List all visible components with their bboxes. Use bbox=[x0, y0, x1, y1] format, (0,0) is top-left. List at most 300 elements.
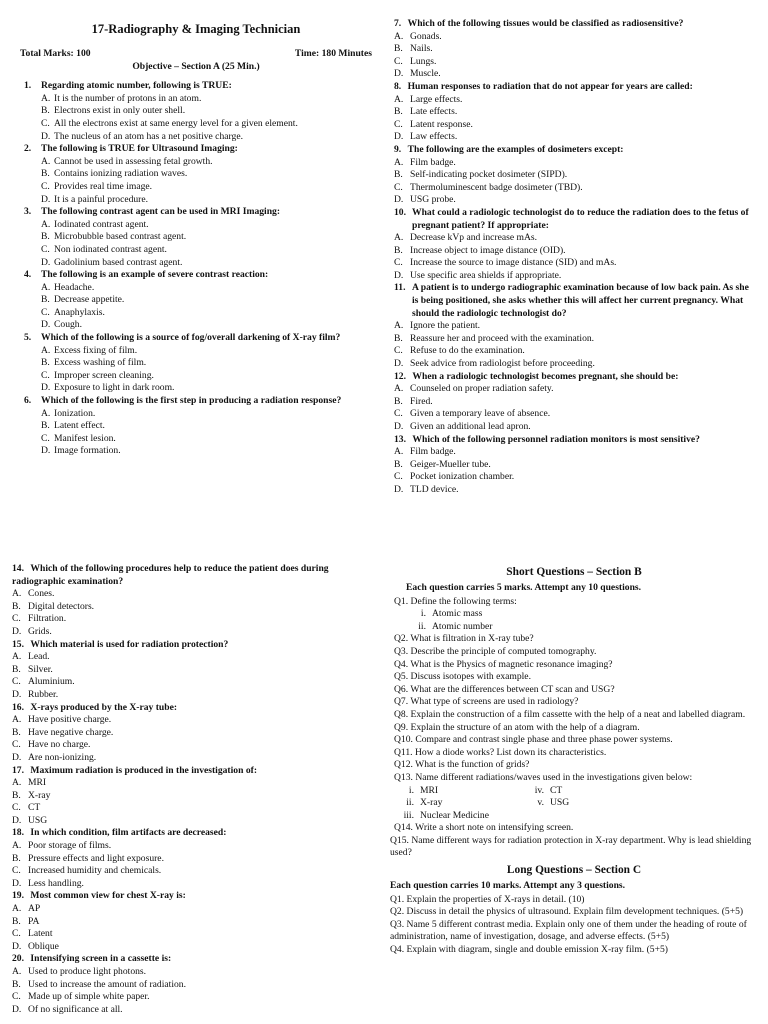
option bbox=[20, 156, 372, 169]
section-a-heading: Objective – Section A (25 Min.) bbox=[132, 60, 260, 72]
option-letter: A. bbox=[41, 92, 51, 104]
option-letter: D. bbox=[41, 256, 51, 268]
question-text: The following are the examples of dosimeters except: bbox=[407, 143, 624, 155]
option-letter: B. bbox=[394, 106, 403, 118]
option-letter: A. bbox=[41, 407, 51, 419]
option-text: Latent response. bbox=[410, 118, 473, 130]
page-title: 17-Radiography & Imaging Technician bbox=[91, 22, 301, 36]
option-letter: D. bbox=[41, 130, 51, 142]
option-letter: D. bbox=[394, 269, 404, 281]
option bbox=[394, 358, 754, 371]
question-text: In which condition, film artifacts are decreased: bbox=[30, 827, 227, 839]
option bbox=[394, 333, 754, 346]
option bbox=[20, 319, 372, 332]
option-letter: D. bbox=[41, 319, 51, 331]
option-text: Made up of simple white paper. bbox=[28, 991, 150, 1003]
option bbox=[20, 105, 372, 118]
option-list bbox=[20, 282, 372, 332]
question-number: 3. bbox=[24, 206, 32, 218]
option-list bbox=[12, 777, 374, 827]
option bbox=[12, 802, 374, 815]
option-text: AP bbox=[28, 903, 41, 915]
mcq-question bbox=[394, 81, 754, 94]
option-text: Image formation. bbox=[54, 445, 121, 457]
option-letter: A. bbox=[12, 588, 22, 600]
option-list bbox=[394, 157, 754, 207]
option-letter: A. bbox=[394, 232, 404, 244]
sub-numeral: iii. bbox=[403, 809, 414, 821]
option-letter: D. bbox=[12, 814, 22, 826]
option-text: Increase object to image distance (OID). bbox=[410, 244, 566, 256]
option-letter: B. bbox=[394, 458, 403, 470]
option-letter: B. bbox=[41, 231, 50, 243]
sub-text: MRI bbox=[420, 784, 439, 796]
option-list bbox=[394, 232, 754, 282]
option-letter: A. bbox=[12, 714, 22, 726]
option-letter: D. bbox=[12, 688, 22, 700]
option-text: Excess washing of film. bbox=[54, 357, 147, 369]
column-2 bbox=[394, 18, 754, 497]
option-text: Film badge. bbox=[410, 446, 456, 458]
option bbox=[20, 194, 372, 207]
option-letter: C. bbox=[394, 181, 403, 193]
column-3 bbox=[12, 563, 374, 1016]
sub-item: i. Atomic mass bbox=[420, 608, 483, 620]
mcq-question bbox=[394, 371, 754, 384]
question-number: 9. bbox=[394, 143, 404, 155]
option-text: Decrease appetite. bbox=[54, 294, 125, 306]
option-text: Excess fixing of film. bbox=[54, 344, 138, 356]
option-letter: D. bbox=[12, 1003, 22, 1015]
option-list bbox=[20, 219, 372, 269]
mcq-question bbox=[12, 765, 374, 778]
mcq-question bbox=[12, 639, 374, 652]
mcq-question bbox=[12, 953, 374, 966]
short-question: Q9. Explain the structure of an atom with the help of a diagram. bbox=[394, 721, 640, 733]
column-1 bbox=[20, 18, 372, 458]
option-letter: C. bbox=[41, 117, 50, 129]
option bbox=[20, 294, 372, 307]
sub-text bbox=[550, 810, 650, 823]
option bbox=[20, 168, 372, 181]
option-text: Ionization. bbox=[54, 407, 96, 419]
option bbox=[394, 131, 754, 144]
option-text: All the electrons exist at same energy level for a given element. bbox=[54, 117, 298, 129]
question-number: 20. bbox=[12, 953, 27, 965]
option bbox=[394, 459, 754, 472]
option-list bbox=[394, 446, 754, 496]
option-text: MRI bbox=[28, 777, 47, 789]
option-text: Aluminium. bbox=[28, 676, 75, 688]
mcq-list-1 bbox=[20, 80, 372, 458]
long-question: Q2. Discuss in detail the physics of ultrasound. Explain film development techniques. (5+5) bbox=[390, 906, 744, 918]
question-text: What could a radiologic technologist do to reduce the radiation does to the fetus of pregnant patient? If appropriate: bbox=[412, 206, 749, 231]
option-letter: C. bbox=[12, 802, 21, 814]
option bbox=[394, 421, 754, 434]
option bbox=[20, 93, 372, 106]
option-text: Microbubble based contrast agent. bbox=[54, 231, 187, 243]
short-question: Q11. How a diode works? List down its characteristics. bbox=[394, 746, 607, 758]
question-number: 16. bbox=[12, 701, 27, 713]
option-text: Gonads. bbox=[410, 30, 442, 42]
question-number: 1. bbox=[24, 80, 32, 92]
option bbox=[20, 282, 372, 295]
total-marks: Total Marks: 100 bbox=[20, 48, 91, 59]
option-text: Late effects. bbox=[410, 106, 458, 118]
question-text: Intensifying screen in a cassette is: bbox=[30, 953, 172, 965]
option-text: Decrease kVp and increase mAs. bbox=[410, 232, 538, 244]
question-text: Which of the following is the first step in producing a radiation response? bbox=[41, 395, 342, 407]
option bbox=[12, 664, 374, 677]
option-text: Ignore the patient. bbox=[410, 320, 481, 332]
mcq-question bbox=[20, 143, 372, 156]
option bbox=[12, 853, 374, 866]
option bbox=[394, 446, 754, 459]
option-text: Geiger-Mueller tube. bbox=[410, 458, 491, 470]
short-question: Q6. What are the differences between CT scan and USG? bbox=[394, 683, 615, 695]
option-list bbox=[12, 840, 374, 890]
option bbox=[394, 383, 754, 396]
option bbox=[12, 790, 374, 803]
option-letter: B. bbox=[12, 978, 21, 990]
option-letter: D. bbox=[41, 445, 51, 457]
option-letter: D. bbox=[12, 940, 22, 952]
option-text: Latent effect. bbox=[54, 420, 105, 432]
option bbox=[12, 601, 374, 614]
option-list bbox=[20, 345, 372, 395]
option-letter: B. bbox=[12, 726, 21, 738]
option bbox=[12, 651, 374, 664]
option-text: X-ray bbox=[28, 789, 51, 801]
option-text: Rubber. bbox=[28, 688, 59, 700]
option-text: Increase the source to image distance (SID) and mAs. bbox=[410, 257, 617, 269]
option bbox=[20, 357, 372, 370]
option-text: Have negative charge. bbox=[28, 726, 114, 738]
question-number: 18. bbox=[12, 827, 27, 839]
exam-time: Time: 180 Minutes bbox=[294, 48, 372, 59]
mcq-question bbox=[394, 434, 754, 447]
question-number: 5. bbox=[24, 332, 32, 344]
option bbox=[394, 31, 754, 44]
question-text: Regarding atomic number, following is TRUE: bbox=[41, 80, 232, 92]
option-text: Gadolinium based contrast agent. bbox=[54, 256, 183, 268]
question-number: 4. bbox=[24, 269, 32, 281]
option bbox=[20, 408, 372, 421]
option-letter: A. bbox=[12, 966, 22, 977]
option bbox=[394, 169, 754, 182]
option-text: Cones. bbox=[28, 588, 55, 600]
mcq-question bbox=[12, 827, 374, 840]
option-text: Film badge. bbox=[410, 156, 456, 168]
option-letter: B. bbox=[12, 915, 21, 927]
option-text: Lungs. bbox=[410, 55, 437, 67]
option bbox=[12, 689, 374, 702]
option bbox=[394, 182, 754, 195]
mcq-list-2 bbox=[394, 18, 754, 497]
option-text: Given an additional lead apron. bbox=[410, 421, 531, 432]
option-letter: B. bbox=[41, 105, 50, 117]
option-list bbox=[12, 966, 374, 1016]
option-letter: A. bbox=[12, 777, 22, 789]
option bbox=[12, 878, 374, 891]
mcq-question bbox=[12, 563, 374, 588]
option bbox=[394, 157, 754, 170]
option-letter: D. bbox=[41, 382, 51, 394]
option bbox=[20, 370, 372, 383]
option-text: Used to produce light photons. bbox=[28, 966, 147, 977]
option-letter: C. bbox=[41, 369, 50, 381]
long-question: Q3. Name 5 different contrast media. Explain only one of them under the heading of route of administration, name of investigation, dosage, and adverse effects. (5+5) bbox=[390, 918, 747, 943]
option-text: Grids. bbox=[28, 625, 52, 637]
option-letter: B. bbox=[12, 663, 21, 675]
question-text: A patient is to undergo radiographic examination because of low back pain. As she is being positioned, she asks whether this will affect her current pregnancy. What should the radiologic technologist do? bbox=[412, 282, 749, 319]
option-list bbox=[394, 383, 754, 433]
option-letter: C. bbox=[41, 432, 50, 444]
option bbox=[20, 219, 372, 232]
short-question: Q8. Explain the construction of a film cassette with the help of a neat and labelled diagram. bbox=[394, 708, 746, 720]
option-text: Filtration. bbox=[28, 613, 67, 625]
short-question: Q1. Define the following terms: bbox=[394, 595, 517, 607]
question-number: 14. bbox=[12, 563, 27, 574]
option bbox=[394, 245, 754, 258]
option-text: CT bbox=[28, 802, 41, 814]
question-text: Which of the following personnel radiation monitors is most sensitive? bbox=[412, 433, 700, 445]
mcq-question bbox=[394, 207, 754, 232]
option-text: Digital detectors. bbox=[28, 600, 95, 612]
sub-text: X-ray bbox=[420, 797, 443, 809]
option-letter: C. bbox=[12, 928, 21, 940]
option-letter: B. bbox=[41, 357, 50, 369]
option-text: It is the number of protons in an atom. bbox=[54, 92, 202, 104]
option bbox=[20, 420, 372, 433]
question-number: 11. bbox=[394, 282, 406, 294]
option bbox=[20, 345, 372, 358]
sub-text: USG bbox=[550, 797, 570, 809]
option-letter: D. bbox=[12, 877, 22, 889]
option-letter: B. bbox=[41, 168, 50, 180]
option bbox=[394, 56, 754, 69]
option bbox=[394, 43, 754, 56]
option bbox=[20, 118, 372, 131]
option-text: Counseled on proper radiation safety. bbox=[410, 383, 554, 395]
option-text: Refuse to do the examination. bbox=[410, 345, 525, 357]
option bbox=[20, 433, 372, 446]
sub-text: CT bbox=[550, 784, 563, 796]
option-text: The nucleus of an atom has a net positive charge. bbox=[54, 130, 243, 142]
option-text: PA bbox=[28, 915, 40, 927]
short-question: Q4. What is the Physics of magnetic resonance imaging? bbox=[394, 658, 613, 670]
option-letter: D. bbox=[12, 751, 22, 763]
option-text: USG probe. bbox=[410, 194, 456, 206]
option-letter: B. bbox=[394, 43, 403, 55]
option bbox=[12, 1004, 374, 1017]
mcq-question bbox=[20, 332, 372, 345]
option-letter: A. bbox=[394, 93, 404, 105]
option-text: Nails. bbox=[410, 43, 433, 55]
option-text: Muscle. bbox=[410, 68, 441, 80]
option bbox=[12, 676, 374, 689]
option-letter: D. bbox=[394, 358, 404, 370]
option-text: Of no significance at all. bbox=[28, 1003, 123, 1015]
exam-meta bbox=[20, 48, 372, 61]
mcq-question bbox=[20, 80, 372, 93]
option-letter: B. bbox=[41, 294, 50, 306]
question-text: The following is TRUE for Ultrasound Imaging: bbox=[41, 143, 238, 155]
option-letter: A. bbox=[12, 903, 22, 915]
option-text: Iodinated contrast agent. bbox=[54, 218, 149, 230]
option-letter: B. bbox=[12, 852, 21, 864]
sub-numeral: iv. bbox=[534, 784, 544, 796]
question-text: The following is an example of severe contrast reaction: bbox=[41, 269, 269, 281]
long-question-list bbox=[390, 894, 758, 957]
option-letter: C. bbox=[41, 243, 50, 255]
long-question: Q4. Explain with diagram, single and double emission X-ray film. (5+5) bbox=[390, 944, 668, 956]
option bbox=[12, 941, 374, 954]
option bbox=[394, 396, 754, 409]
option-text: Improper screen cleaning. bbox=[54, 369, 154, 381]
option-text: Provides real time image. bbox=[54, 180, 153, 192]
option bbox=[20, 244, 372, 257]
option-letter: B. bbox=[12, 789, 21, 801]
option-letter: C. bbox=[394, 408, 403, 420]
option-list bbox=[20, 93, 372, 143]
mcq-question bbox=[20, 395, 372, 408]
option-text: Have positive charge. bbox=[28, 714, 112, 726]
question-text: Which material is used for radiation protection? bbox=[30, 638, 229, 650]
option-text: Lead. bbox=[28, 651, 50, 663]
option-letter: B. bbox=[394, 332, 403, 344]
mcq-list-3 bbox=[12, 563, 374, 1016]
option-text: Used to increase the amount of radiation. bbox=[28, 978, 186, 990]
mcq-question bbox=[12, 890, 374, 903]
question-text: Which of the following is a source of fog/overall darkening of X-ray film? bbox=[41, 332, 341, 344]
short-question: Q15. Name different ways for radiation protection in X-ray department. Why is lead shielding used? bbox=[390, 834, 752, 859]
section-c-heading: Long Questions – Section C bbox=[506, 864, 642, 877]
option bbox=[394, 94, 754, 107]
option bbox=[12, 739, 374, 752]
option-text: Less handling. bbox=[28, 877, 84, 889]
option-list bbox=[12, 903, 374, 953]
option bbox=[394, 257, 754, 270]
option bbox=[12, 714, 374, 727]
option-letter: A. bbox=[41, 218, 51, 230]
sub-numeral: ii. bbox=[406, 797, 414, 809]
option-letter: A. bbox=[41, 281, 51, 293]
question-number: 7. bbox=[394, 18, 404, 29]
option bbox=[394, 194, 754, 207]
option bbox=[394, 106, 754, 119]
question-number: 19. bbox=[12, 890, 27, 902]
option-text: Pressure effects and light exposure. bbox=[28, 852, 164, 864]
option-letter: C. bbox=[12, 739, 21, 751]
option bbox=[12, 613, 374, 626]
long-question: Q1. Explain the properties of X-rays in detail. (10) bbox=[390, 893, 585, 905]
option bbox=[394, 270, 754, 283]
mcq-question bbox=[394, 18, 754, 31]
section-b-heading: Short Questions – Section B bbox=[506, 566, 642, 578]
option bbox=[12, 626, 374, 639]
section-b-note: Each question carries 5 marks. Attempt any 10 questions. bbox=[406, 582, 642, 593]
option-text: Manifest lesion. bbox=[54, 432, 116, 444]
short-question: Q5. Discuss isotopes with example. bbox=[394, 671, 531, 683]
mcq-question bbox=[12, 702, 374, 715]
option-text: Non iodinated contrast agent. bbox=[54, 243, 167, 255]
question-number: 2. bbox=[24, 143, 32, 155]
question-number: 12. bbox=[394, 370, 409, 382]
option bbox=[394, 471, 754, 484]
option-letter: D. bbox=[394, 483, 404, 495]
option-list bbox=[12, 588, 374, 638]
option-text: Contains ionizing radiation waves. bbox=[54, 168, 188, 180]
option-letter: A. bbox=[394, 446, 404, 458]
question-text: The following contrast agent can be used in MRI Imaging: bbox=[41, 206, 281, 218]
short-question: Q12. What is the function of grids? bbox=[394, 759, 530, 771]
short-question: Q3. Describe the principle of computed tomography. bbox=[394, 645, 597, 657]
option bbox=[20, 131, 372, 144]
mcq-question bbox=[394, 144, 754, 157]
option-text: Have no charge. bbox=[28, 739, 91, 751]
option-text: Are non-ionizing. bbox=[28, 751, 97, 763]
sub-text: Nuclear Medicine bbox=[420, 809, 489, 821]
option-letter: C. bbox=[394, 257, 403, 269]
option-letter: D. bbox=[394, 421, 404, 432]
question-number: 6. bbox=[24, 395, 32, 407]
short-question: Q10. Compare and contrast single phase and three phase power systems. bbox=[394, 734, 673, 746]
option-letter: C. bbox=[41, 180, 50, 192]
option-letter: A. bbox=[12, 840, 22, 852]
option-letter: C. bbox=[394, 471, 403, 483]
option bbox=[12, 840, 374, 853]
option-text: Reassure her and proceed with the examination. bbox=[410, 332, 595, 344]
option-text: Cannot be used in assessing fetal growth. bbox=[54, 155, 213, 167]
option-list bbox=[20, 156, 372, 206]
option-text: Increased humidity and chemicals. bbox=[28, 865, 162, 877]
question-number: 15. bbox=[12, 638, 27, 650]
option bbox=[12, 588, 374, 601]
option-letter: D. bbox=[394, 194, 404, 206]
sub-item: ii. Atomic number bbox=[418, 620, 493, 632]
question-text: X-rays produced by the X-ray tube: bbox=[30, 701, 178, 713]
question-text: Which of the following tissues would be classified as radiosensitive? bbox=[407, 18, 684, 29]
question-number: 8. bbox=[394, 80, 404, 92]
option bbox=[394, 119, 754, 132]
option bbox=[394, 345, 754, 358]
option bbox=[394, 320, 754, 333]
sub-numeral bbox=[520, 810, 550, 823]
mcq-question bbox=[20, 206, 372, 219]
option bbox=[20, 257, 372, 270]
option-letter: C. bbox=[12, 991, 21, 1003]
section-c-note: Each question carries 10 marks. Attempt any 3 questions. bbox=[390, 880, 626, 892]
option-list bbox=[394, 94, 754, 144]
option-text: Anaphylaxis. bbox=[54, 306, 105, 318]
option-letter: B. bbox=[394, 169, 403, 181]
option bbox=[12, 903, 374, 916]
radiation-grid bbox=[390, 785, 758, 823]
option-text: Latent bbox=[28, 928, 53, 940]
option-text: Poor storage of films. bbox=[28, 840, 112, 852]
option-text: It is a painful procedure. bbox=[54, 193, 149, 205]
question-text: Most common view for chest X-ray is: bbox=[30, 890, 186, 902]
option bbox=[20, 307, 372, 320]
option-text: Fired. bbox=[410, 395, 433, 407]
option-text: Pocket ionization chamber. bbox=[410, 471, 515, 483]
option-list bbox=[394, 320, 754, 370]
option-letter: D. bbox=[394, 68, 404, 80]
question-text: Which of the following procedures help to reduce the patient does during radiographic examination? bbox=[12, 563, 329, 587]
option-letter: C. bbox=[41, 306, 50, 318]
short-question: Q7. What type of screens are used in radiology? bbox=[394, 696, 579, 708]
